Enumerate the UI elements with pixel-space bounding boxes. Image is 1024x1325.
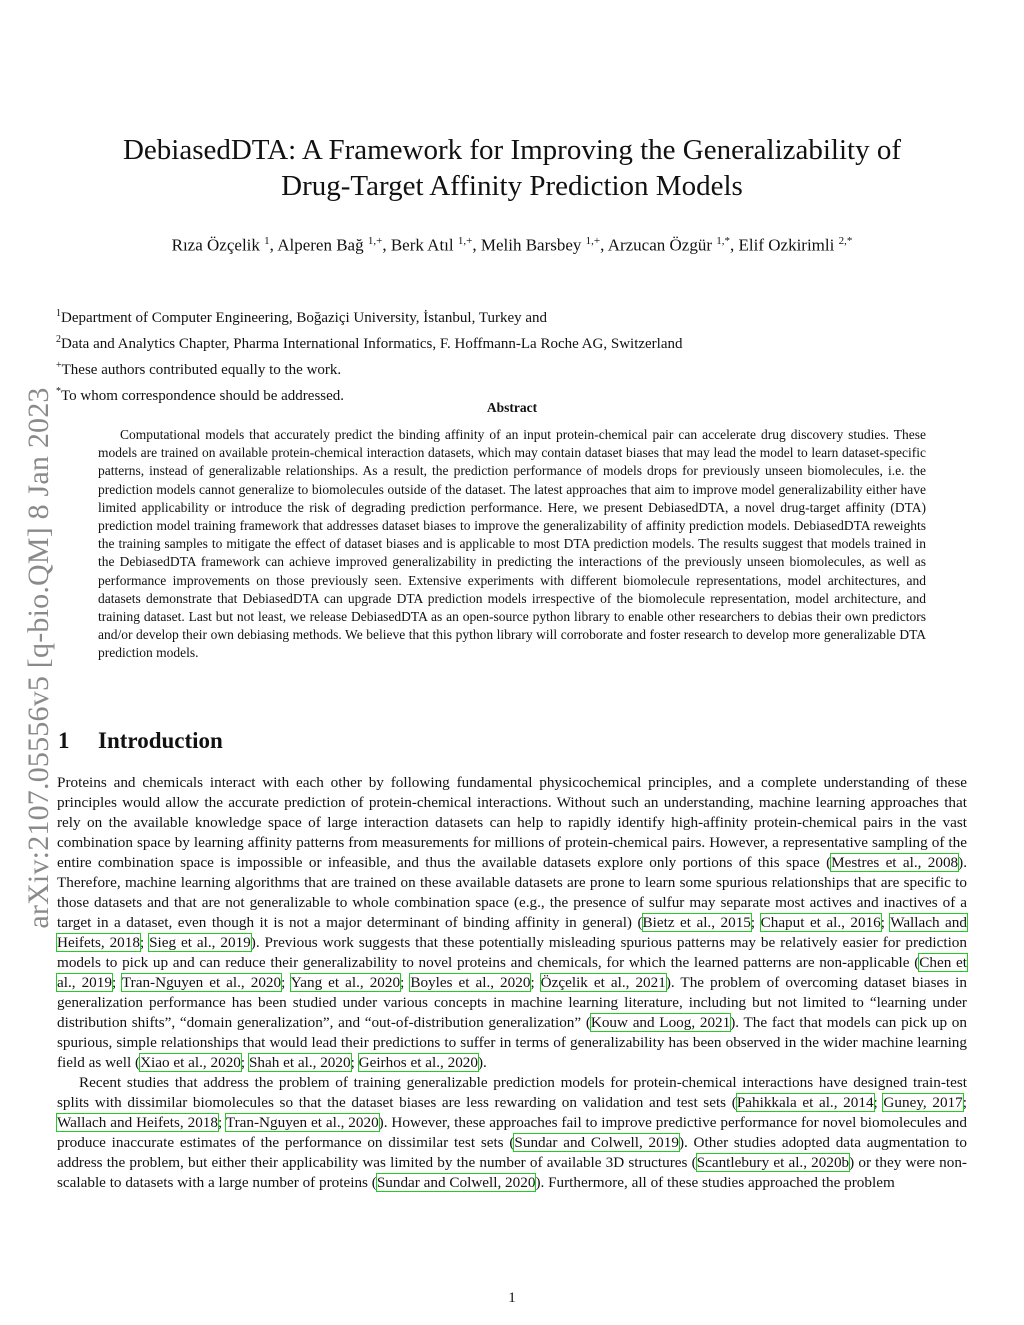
citation-link[interactable]: Kouw and Loog, 2021 [590, 1014, 731, 1031]
affiliation-mark: * [56, 386, 61, 397]
author-affiliation-mark: 1 [264, 235, 270, 247]
author-list [60, 235, 964, 256]
author-separator: , [730, 235, 739, 255]
citation-link[interactable]: Scantlebury et al., 2020b [696, 1154, 850, 1171]
affiliation-line [56, 329, 956, 355]
paragraph-text: ; [218, 1114, 226, 1131]
paragraph-text: Recent studies that address the problem of training generalizable prediction models for protein-chemical interactions have designed train-test splits with dissimilar biomolecules so that the dataset biases are less rewarding on validation and test sets ( [57, 1074, 967, 1111]
citation-link[interactable]: Geirhos et al., 2020 [358, 1054, 478, 1071]
affiliation-text: To whom correspondence should be addressed. [61, 388, 345, 404]
paragraph-text: ; [350, 1054, 359, 1071]
paragraph-text: ; [111, 974, 122, 991]
author-affiliation-mark: 1,+ [457, 235, 473, 247]
citation-link[interactable]: Pahikkala et al., 2014 [736, 1094, 874, 1111]
affiliation-mark: 1 [56, 308, 61, 319]
paragraph-text: ; [750, 914, 761, 931]
paragraph-text: ). Therefore, machine learning algorithms that are trained on these available datasets are prone to learn some spurious relationships that are specific to those datasets and that are not generalizable to whole combination space (e.g., the presence of sulfur may separate most actives and inactives of a target in a dataset, even though it is not a major determinant of binding affinity in general) ( [57, 854, 967, 931]
affiliation-mark: + [56, 360, 62, 371]
author-affiliation-mark: 1,* [716, 235, 731, 247]
section-title: Introduction [98, 728, 223, 753]
paragraph-text: ). Other studies adopted data augmentation to address the problem, but either their applicability was limited by the number of available 3D structures ( [57, 1134, 967, 1171]
abstract-heading: Abstract [486, 400, 538, 415]
paragraph-text: ; [880, 914, 891, 931]
paragraph-text: ; [530, 974, 541, 991]
paragraph-text: ). [478, 1054, 487, 1071]
paragraph-text: ) or they were non-scalable to datasets with a large number of proteins ( [57, 1154, 967, 1191]
citation-link[interactable]: Chaput et al., 2016 [760, 914, 881, 931]
author-name: Arzucan Özgür [607, 235, 717, 255]
author-separator: , [472, 235, 481, 255]
author-name: Elif Ozkirimli [738, 235, 839, 255]
paragraph-text: ). The fact that models can pick up on spurious, simple relationships that would lead their predictions to suffer in terms of generalizability has been observed in the wider machine learning field as well ( [57, 1014, 967, 1071]
citation-link[interactable]: Sundar and Colwell, 2020 [376, 1174, 536, 1191]
affiliation-line [56, 355, 956, 381]
section-heading [58, 728, 223, 754]
paper-title [80, 132, 944, 204]
citation-link[interactable]: Yang et al., 2020 [290, 974, 401, 991]
author-separator: , [600, 235, 608, 255]
citation-link[interactable]: Wallach and Heifets, 2018 [57, 1114, 218, 1131]
author-name: Berk Atıl [390, 235, 458, 255]
author-separator: , [269, 235, 278, 255]
paragraph-text: ; [873, 1094, 884, 1111]
abstract-text: Computational models that accurately predict the binding affinity of an input protein-chemical pair can accelerate drug discovery studies. These models are trained on available protein-chemical interaction datasets, which may contain dataset biases that may lead the model to learn dataset-specific patterns, instead of generalizable relationships. As a result, the prediction performance of models drops for previously unseen biomolecules, i.e. the prediction models cannot generalize to biomolecules outside of the dataset. The latest approaches that aim to improve model generalizability either have limited applicability or introduce the risk of degrading prediction performance. Here, we present DebiasedDTA, a novel drug-target affinity (DTA) prediction model training framework that addresses dataset biases to improve the generalizability of affinity prediction models. DebiasedDTA reweights the training samples to mitigate the effect of dataset biases and is applicable to most DTA prediction models. The results suggest that models trained in the DebiasedDTA framework can achieve improved generalizability in predicting the interactions of the previously unseen biomolecules, as well as performance improvements on those previously seen. Extensive experiments with different biomolecule representations, model architectures, and datasets demonstrate that DebiasedDTA can upgrade DTA prediction models irrespective of the biomolecule representation, model architecture, and training dataset. Last but not least, we release DebiasedDTA as an open-source python library to enable other researchers to debias their own predictors and/or develop their own debiasing methods. We believe that this python library will corroborate and foster research to develop more generalizable DTA prediction models. [98, 427, 926, 661]
page-number: 1 [508, 1290, 516, 1306]
paragraph-text: ; [139, 934, 150, 951]
paragraph-text: ; [240, 1054, 249, 1071]
citation-link[interactable]: Tran-Nguyen et al., 2020 [121, 974, 282, 991]
author-name: Melih Barsbey [480, 235, 586, 255]
affiliation-mark: 2 [56, 334, 61, 345]
paragraph-text: Proteins and chemicals interact with each other by following fundamental physicochemical principles, and a complete understanding of these principles would allow the accurate prediction of protein-chemical interactions. Without such an understanding, machine learning approaches that rely on the available knowledge space of large interaction datasets can help to rapidly identify high-affinity protein-chemical pairs in the vast combination space by learning affinity patterns from measurements for millions of protein-chemical pairs. However, a representative sampling of the entire combination space is impossible or infeasible, and thus the available datasets explore only portions of this space ( [57, 774, 967, 871]
citation-link[interactable]: Sundar and Colwell, 2019 [514, 1134, 679, 1151]
citation-link[interactable]: Shah et al., 2020 [248, 1054, 351, 1071]
author-affiliation-mark: 1,+ [367, 235, 383, 247]
citation-link[interactable]: Boyles et al., 2020 [410, 974, 531, 991]
affiliations [56, 303, 956, 407]
affiliation-line [56, 303, 956, 329]
citation-link[interactable]: Mestres et al., 2008 [831, 854, 959, 871]
citation-link[interactable]: Guney, 2017 [883, 1094, 963, 1111]
paragraph-2 [57, 1073, 967, 1193]
citation-link[interactable]: Tran-Nguyen et al., 2020 [225, 1114, 379, 1131]
citation-link[interactable]: Sieg et al., 2019 [149, 934, 251, 951]
citation-link[interactable]: Özçelik et al., 2021 [540, 974, 666, 991]
paragraph-text: ; [962, 1094, 967, 1111]
section-number: 1 [58, 728, 70, 753]
citation-link[interactable]: Bietz et al., 2015 [642, 914, 751, 931]
author-name: Rıza Özçelik [171, 235, 265, 255]
paragraph-text: ). Furthermore, all of these studies approached the problem [535, 1174, 895, 1191]
paragraph-text: ). Previous work suggests that these potentially misleading spurious patterns may be relatively easier for prediction models to pick up and can reduce their generalizability to novel proteins and chemicals, for which the learned patterns are non-applicable ( [57, 934, 967, 971]
paragraph-text: ; [400, 974, 411, 991]
citation-link[interactable]: Chen et al., 2019 [57, 954, 967, 991]
paragraph-text: ). The problem of overcoming dataset biases in generalization performance has been studied under various concepts in machine learning literature, including but not limited to “learning under distribution shifts”, “domain generalization”, and “out-of-distribution generalization” ( [57, 974, 967, 1031]
paragraph-text: ). However, these approaches fail to improve predictive performance for novel biomolecules and produce inaccurate estimates of the performance on dissimilar test sets ( [57, 1114, 967, 1151]
author-separator: , [382, 235, 391, 255]
paragraph-text: ; [281, 974, 291, 991]
title-line-2: Drug-Target Affinity Prediction Models [281, 170, 743, 202]
affiliation-text: Department of Computer Engineering, Boğaziçi University, İstanbul, Turkey and [61, 310, 548, 326]
author-name: Alperen Bağ [277, 235, 368, 255]
citation-link[interactable]: Xiao et al., 2020 [140, 1054, 241, 1071]
citation-link[interactable]: Wallach and Heifets, 2018 [57, 914, 967, 951]
author-affiliation-mark: 2,* [838, 235, 853, 247]
body-text [57, 773, 967, 1193]
paragraph-1 [57, 773, 967, 1073]
author-affiliation-mark: 1,+ [585, 235, 601, 247]
affiliation-text: Data and Analytics Chapter, Pharma International Informatics, F. Hoffmann-La Roche AG, Switzerland [61, 336, 683, 352]
arxiv-id: arXiv:2107.05556v5 [q-bio.QM] 8 Jan 2023 [22, 386, 55, 929]
affiliation-text: These authors contributed equally to the work. [61, 362, 342, 378]
title-line-1: DebiasedDTA: A Framework for Improving the Generalizability of [122, 134, 902, 166]
